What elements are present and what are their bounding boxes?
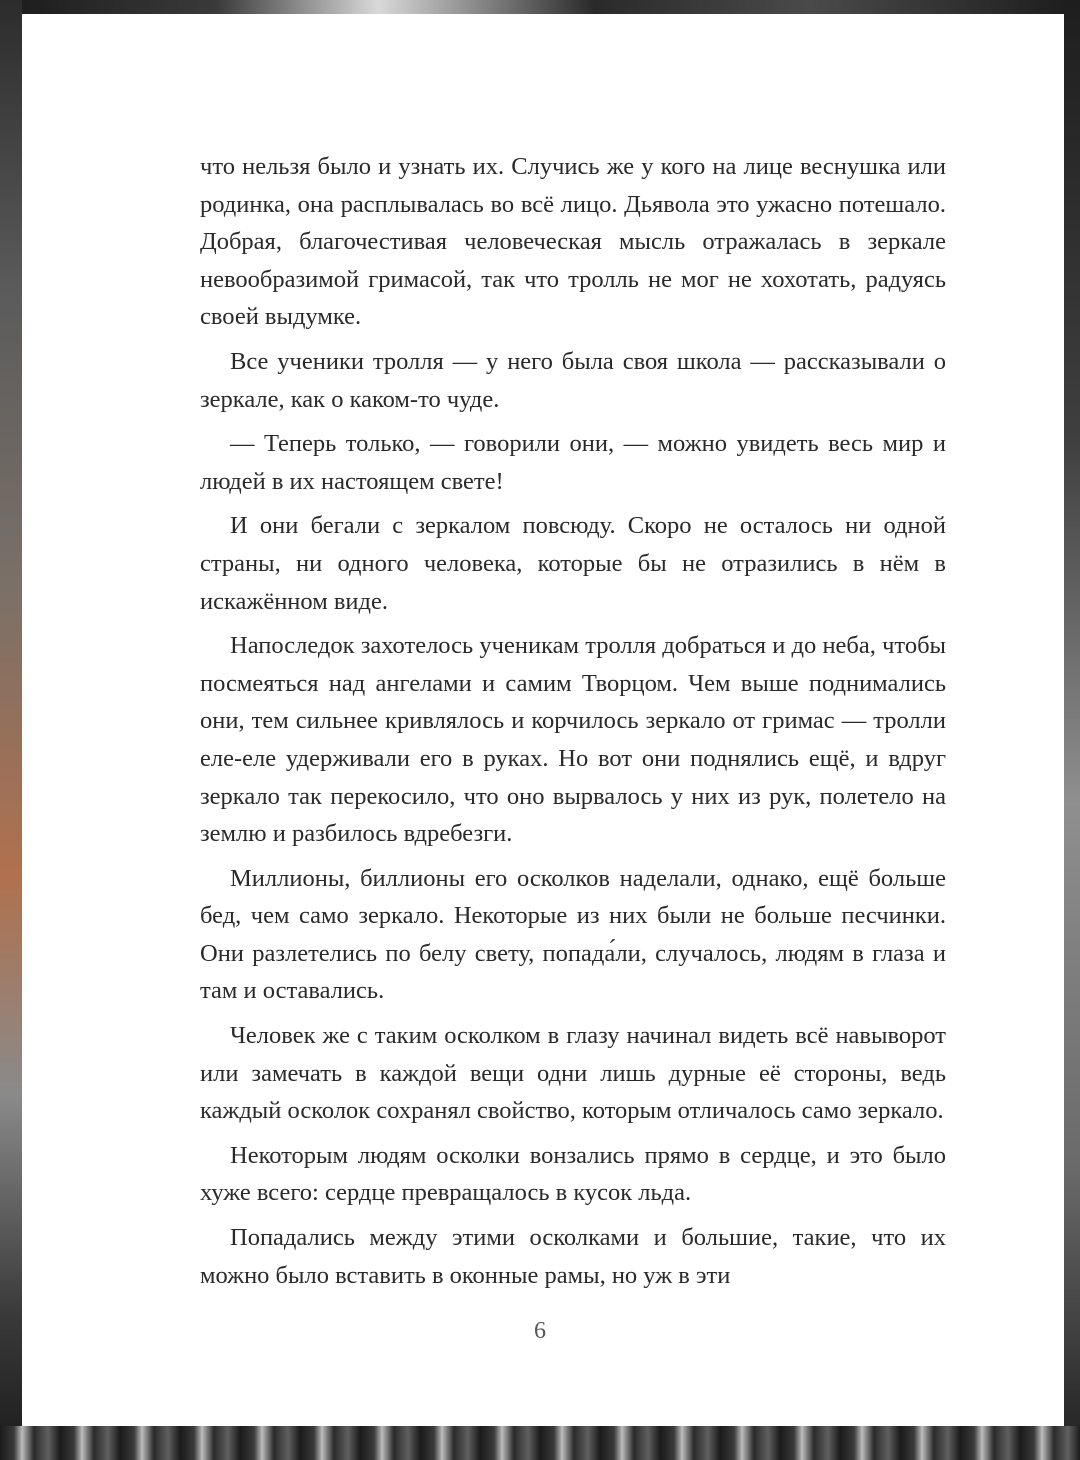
- scan-edge-top: [0, 0, 1080, 14]
- paragraph-8: Некоторым людям осколки вонзались прямо в сердце, и это было хуже всего: сердце превращалось в кусок льда.: [200, 1141, 946, 1207]
- scan-edge-left: [0, 0, 22, 1460]
- scan-edge-right: [1064, 0, 1080, 1460]
- scan-edge-bottom: [0, 1426, 1080, 1460]
- paragraph-9: Попадались между этими осколками и большие, такие, что их можно было вставить в оконные рамы, но уж в эти: [200, 1224, 946, 1289]
- body-text: [200, 148, 946, 1301]
- paragraph-1: что нельзя было и узнать их. Случись же у кого на лице веснушка или родинка, она расплывалась во всё лицо. Дьявола это ужасно потешало. Добрая, благочестивая человеческая мысль отражалась в зеркале невообразимой гримасой, так что тролль не мог не хохотать, радуясь своей выдумке.: [200, 153, 946, 331]
- paragraph-6: Миллионы, биллионы его осколков наделали, однако, ещё больше бед, чем само зеркало. Некоторые из них были не больше песчинки. Они разлетелись по белу свету, попада́ли, случалось, людям в глаза и там и оставались.: [200, 864, 946, 1005]
- paragraph-3: — Теперь только, — говорили они, — можно увидеть весь мир и людей в их настоящем свете!: [200, 430, 946, 495]
- paragraph-2: Все ученики тролля — у него была своя школа — рассказывали о зеркале, как о каком-то чуде.: [200, 347, 946, 413]
- paragraph-5: Напоследок захотелось ученикам тролля добраться и до неба, чтобы посмеяться над ангелами и самим Творцом. Чем выше поднимались они, тем сильнее кривлялось и корчилось зеркало от гримас — тролли еле-еле удерживали его в руках. Но вот они поднялись ещё, и вдруг зеркало так перекосило, что оно вырвалось у них из рук, полетело на землю и разбилось вдребезги.: [200, 632, 946, 848]
- page-number: 6: [534, 1318, 546, 1344]
- paragraph-7: Человек же с таким осколком в глазу начинал видеть всё навыворот или замечать в каждой вещи одни лишь дурные её стороны, ведь каждый осколок сохранял свойство, которым отличалось само зеркало.: [200, 1022, 946, 1125]
- paragraph-4: И они бегали с зеркалом повсюду. Скоро не осталось ни одной страны, ни одного человека, которые бы не отразились в нём в искажённом виде.: [200, 512, 946, 615]
